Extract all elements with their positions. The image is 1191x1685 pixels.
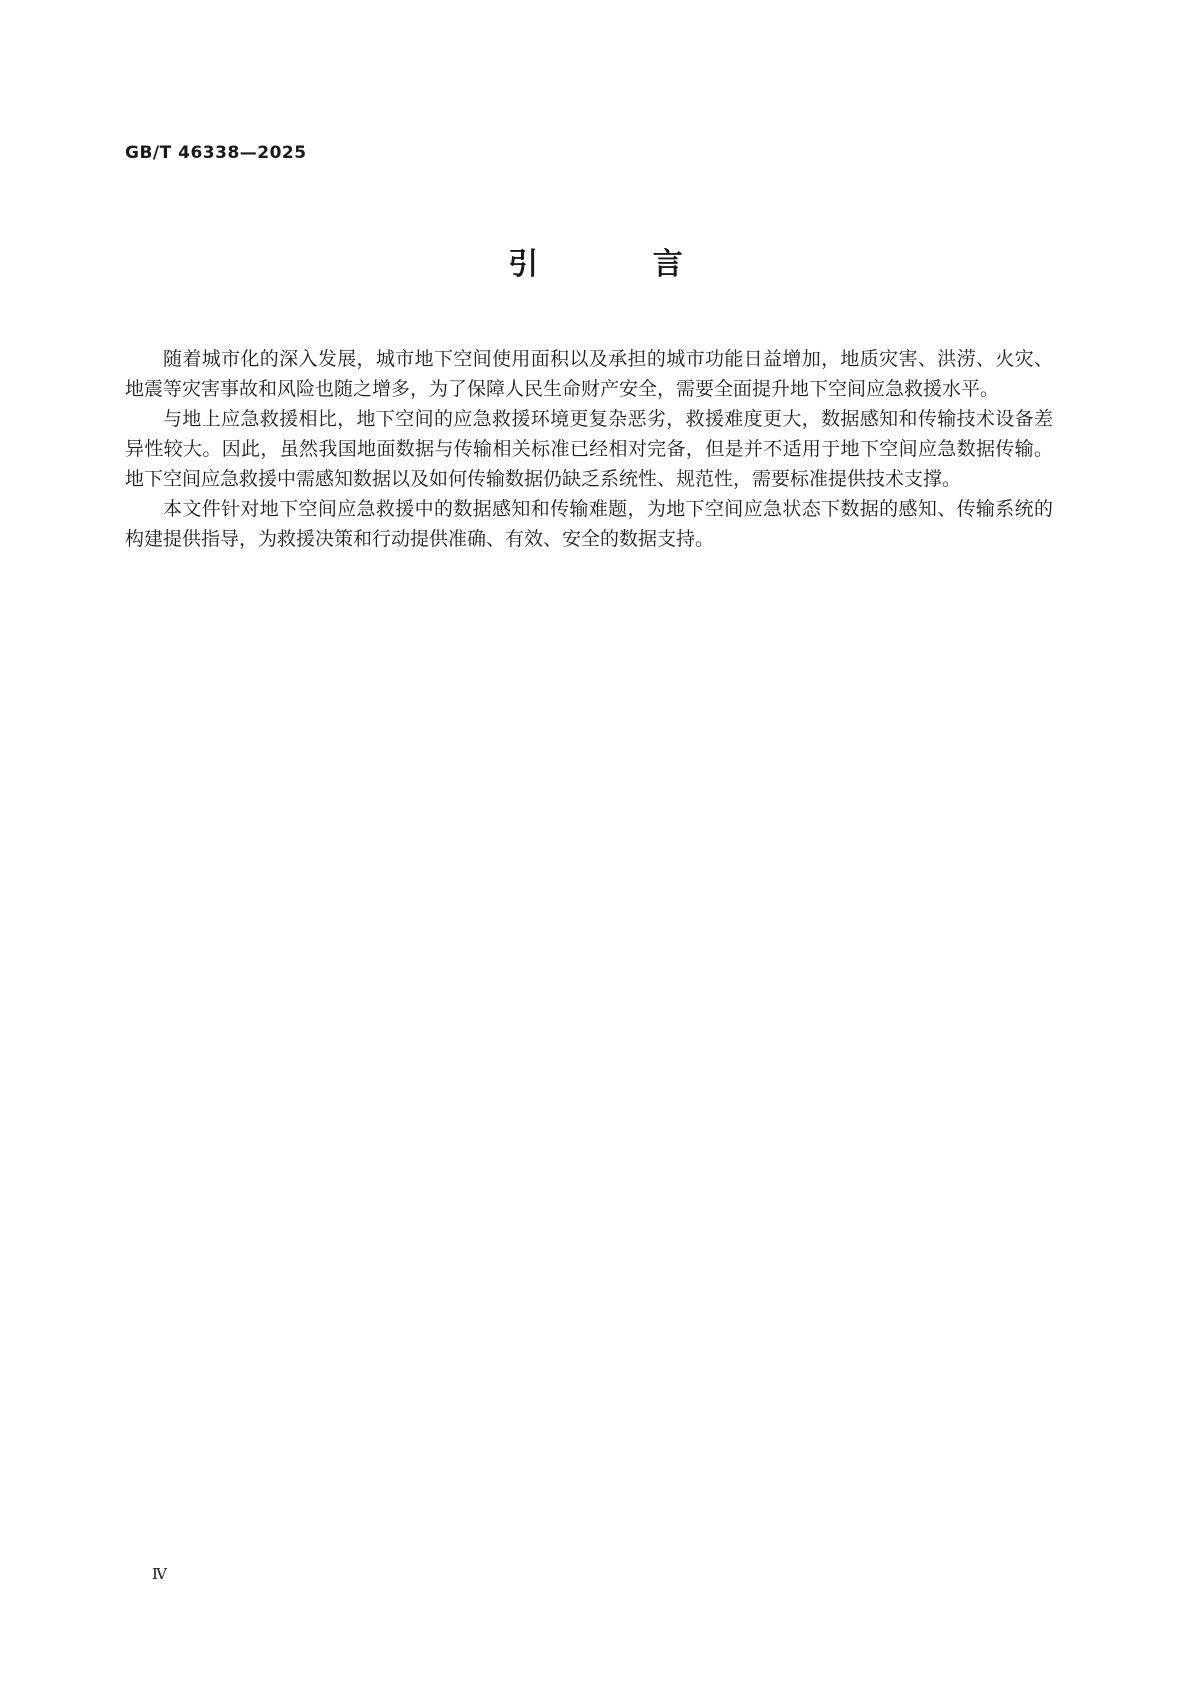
standard-code: GB/T 46338—2025: [125, 143, 307, 163]
section-title: 引 言: [508, 247, 735, 282]
page-number: Ⅳ: [152, 1565, 167, 1583]
paragraph: 与地上应急救援相比，地下空间的应急救援环境更复杂恶劣，救援难度更大，数据感知和传输技术设备差异性较大。因此，虽然我国地面数据与传输相关标准已经相对完备，但是并不适用于地下空间应急数据传输。地下空间应急救援中需感知数据以及如何传输数据仍缺乏系统性、规范性，需要标准提供技术支撑。: [125, 408, 1053, 490]
introduction-body: [125, 344, 1053, 554]
paragraph: 本文件针对地下空间应急救援中的数据感知和传输难题，为地下空间应急状态下数据的感知、传输系统的构建提供指导，为救援决策和行动提供准确、有效、安全的数据支持。: [125, 498, 1053, 550]
paragraph: 随着城市化的深入发展，城市地下空间使用面积以及承担的城市功能日益增加，地质灾害、洪涝、火灾、地震等灾害事故和风险也随之增多，为了保障人民生命财产安全，需要全面提升地下空间应急救援水平。: [125, 348, 1053, 400]
